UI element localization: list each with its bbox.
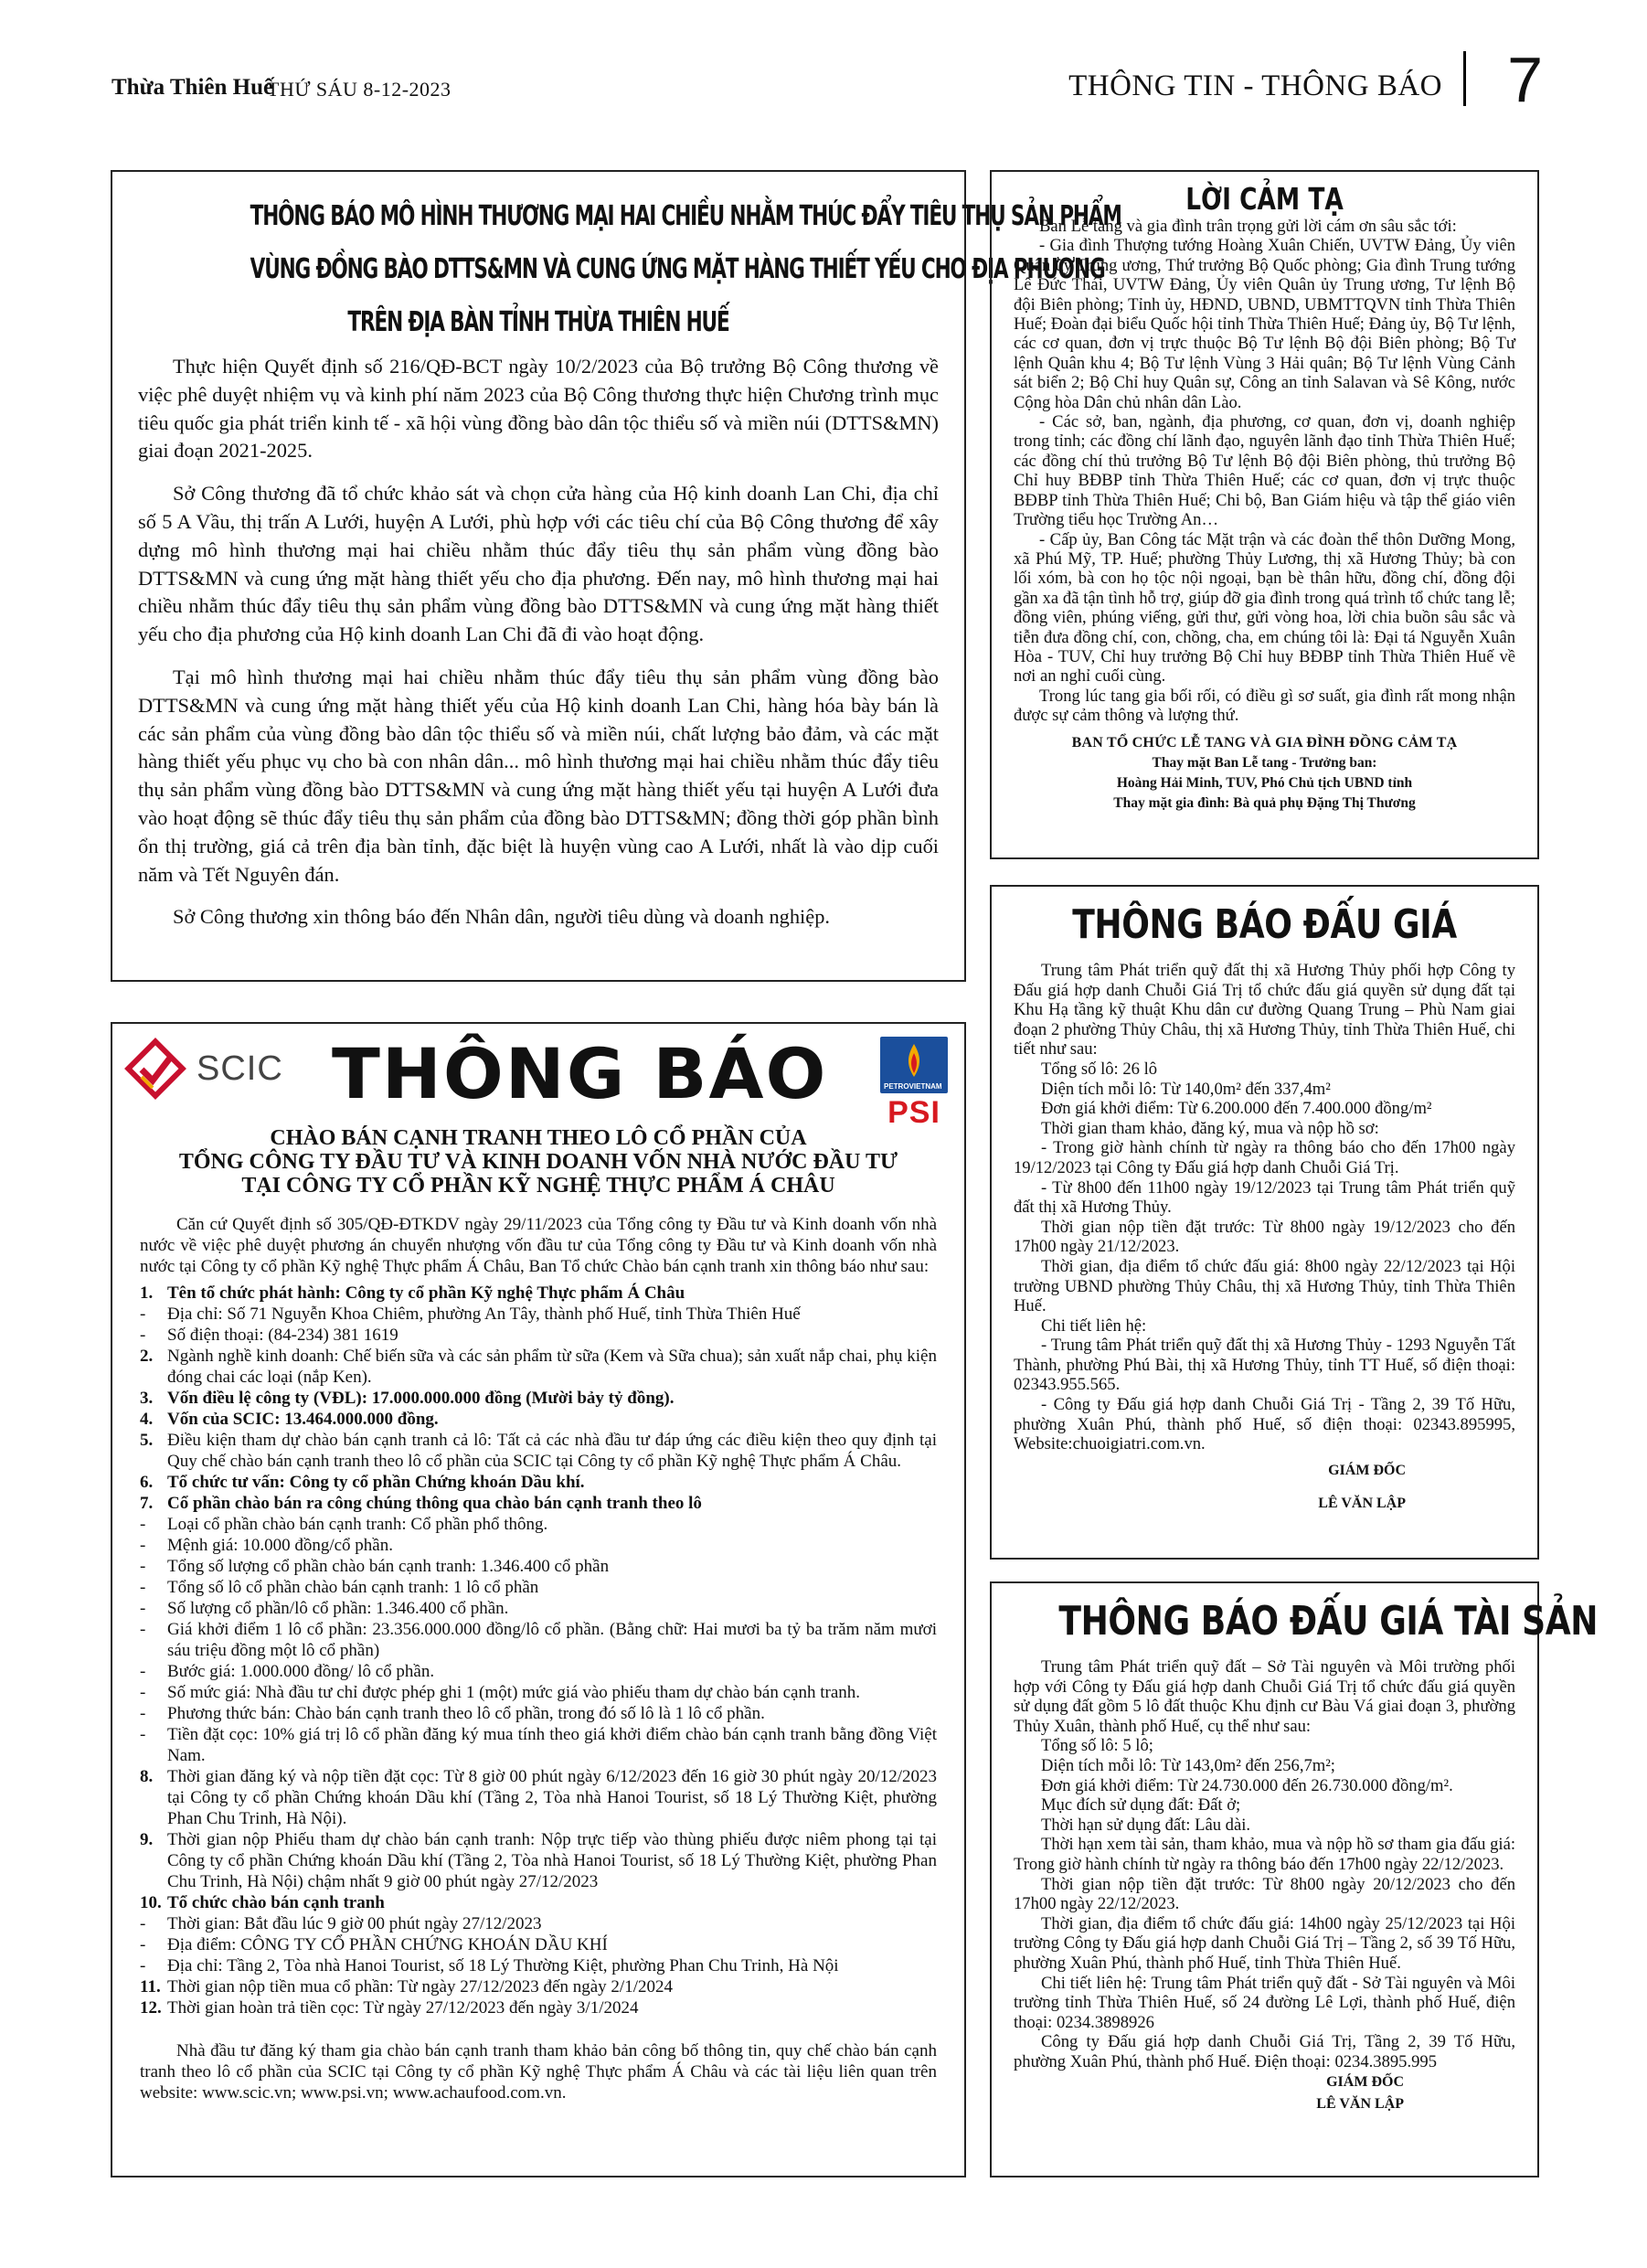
thanks-signature-line: BAN TỔ CHỨC LỄ TANG VÀ GIA ĐÌNH ĐỒNG CẢM TẠ [1071,734,1458,751]
auction-line: Trung tâm Phát triển quỹ đất thị xã Hương Thủy phối hợp Công ty Đấu giá hợp danh Chuỗi Giá Trị tổ chức đấu giá quyền sử dụng đất tại Khu Hạ tầng kỹ thuật Khu dân cư đường Quang Trung – Phù Nam giai đoạn 2 phường Thủy Châu, thị xã Hương Thủy, tỉnh Thừa Thiên Huế, chi tiết như sau: [1014,961,1515,1059]
auction-line: - Công ty Đấu giá hợp danh Chuỗi Giá Trị - Tầng 2, 39 Tố Hữu, phường Xuân Phú, thành phố Huế, số điện thoại: 02343.895995, Website:chuoigiatri.com.vn. [1014,1395,1515,1454]
asset-auction-line: Chi tiết liên hệ: Trung tâm Phát triển quỹ đất - Sở Tài nguyên và Môi trường tỉnh Thừa Thiên Huế, số 24 đường Lê Lợi, thành phố Huế, điện thoại: 0234.3898926 [1014,1973,1515,2032]
offering-title: THÔNG BÁO [332,1033,828,1114]
offering-item [140,1472,937,1493]
offering-item-number: - [140,1956,146,1975]
offering-item [140,1682,937,1703]
asset-auction-line: Thời hạn sử dụng đất: Lâu dài. [1041,1815,1251,1835]
offering-item [140,1577,937,1598]
issue-date: THỨ SÁU 8-12-2023 [267,78,452,101]
offering-item-text: Giá khởi điểm 1 lô cổ phần: 23.356.000.000 đồng/lô cổ phần. (Bằng chữ: Hai mươi ba tỷ ba trăm năm mươi sáu triệu đồng một lô cổ phần) [167,1620,937,1660]
asset-auction-body [1014,1657,1515,2071]
notice-scic-share-offering [111,1022,966,2177]
offering-item-text: Số mức giá: Nhà đầu tư chỉ được phép ghi 1 (một) mức giá vào phiếu tham dự chào bán cạnh tranh. [167,1683,861,1702]
offering-item-text: Loại cổ phần chào bán cạnh tranh: Cổ phần phổ thông. [167,1515,548,1534]
offering-item-text: Địa chỉ: Số 71 Nguyễn Khoa Chiêm, phường An Tây, thành phố Huế, tỉnh Thừa Thiên Huế [167,1304,801,1324]
offering-item-text: Tổ chức chào bán cạnh tranh [167,1893,385,1912]
offering-item [140,1829,937,1892]
auction-body [1014,961,1515,1454]
notice-auction [990,885,1539,1560]
offering-item [140,1724,937,1766]
offering-item-text: Tiền đặt cọc: 10% giá trị lô cổ phần đăng ký mua tính theo giá khởi điểm chào bán cạnh tranh bằng đồng Việt Nam. [167,1725,937,1765]
offering-item-number: - [140,1304,146,1324]
offering-item-text: Ngành nghề kinh doanh: Chế biến sữa và các sản phẩm từ sữa (Kem và Sữa chua); sản xuất nắp chai, phụ kiện đóng chai các loại (nắp Ken). [167,1347,937,1387]
offering-item-number: 3. [140,1389,154,1408]
offering-item-number: - [140,1557,146,1576]
notice-title-line: TRÊN ĐỊA BÀN TỈNH THỪA THIÊN HUẾ [347,306,729,338]
offering-item-text: Phương thức bán: Chào bán cạnh tranh theo lô cổ phần, trong đó số lô là 1 lô cổ phần. [167,1704,765,1723]
auction-signature [1014,1454,1515,1520]
asset-auction-line: Đơn giá khởi điểm: Từ 24.730.000 đến 26.730.000 đồng/m². [1041,1775,1453,1795]
offering-item-text: Thời gian: Bắt đầu lúc 9 giờ 00 phút ngày 27/12/2023 [167,1914,542,1933]
offering-item-text: Điều kiện tham dự chào bán cạnh tranh cả lô: Tất cả các nhà đầu tư đáp ứng các điều kiện theo quy định tại Quy chế chào bán cạnh tranh theo lô cổ phần của SCIC tại Công ty cổ phần Kỹ nghệ Thực phẩm Á Châu. [167,1431,937,1471]
asset-auction-line: Mục đích sử dụng đất: Đất ở; [1041,1795,1241,1815]
thanks-paragraph: - Cấp ủy, Ban Công tác Mặt trận và các đoàn thể thôn Dưỡng Mong, xã Phú Mỹ, TP. Huế; phường Thủy Lương, thị xã Hương Thủy; bà con lối xóm, bà con họ tộc nội ngoại, bạn bè thân hữu, đồng chí, đồng đội gần xa đã tận tình hỗ trợ, giúp đỡ gia đình trong quá trình tổ chức tang lễ; đồng viên, phúng viếng, gửi thư, gửi vòng hoa, lời chia buồn sâu sắc và tiễn đưa đồng chí, con, chồng, cha, em chúng tôi là: Đại tá Nguyễn Xuân Hòa - TUV, Chỉ huy trưởng Bộ Chỉ huy BĐBP tỉnh Thừa Thiên Huế về nơi an nghỉ cuối cùng. [1014,529,1515,687]
thanks-paragraph: Ban Lễ tang và gia đình trân trọng gửi lời cám ơn sâu sắc tới: [1039,217,1457,236]
asset-auction-line: Tổng số lô: 5 lô; [1041,1736,1153,1756]
thanks-signature-line: Thay mặt gia đình: Bà quả phụ Đặng Thị Thương [1113,794,1416,811]
page-number: 7 [1507,44,1543,115]
thanks-paragraph: - Các sở, ban, ngành, địa phương, cơ quan, đơn vị, doanh nghiệp trong tỉnh; các đồng chí lãnh đạo, nguyên lãnh đạo tỉnh Thừa Thiên Huế; các đồng chí thủ trưởng Bộ Tư lệnh Bộ đội Biên phòng, thủ trưởng Bộ Chỉ huy BĐBP tỉnh Thừa Thiên Huế; các cơ quan, đơn vị trực thuộc BĐBP tỉnh Thừa Thiên Huế; Chi bộ, Ban Giám hiệu và tập thể giáo viên Trường tiểu học Trường An… [1014,412,1515,530]
auction-signature-name: LÊ VĂN LẬP [1318,1495,1406,1511]
newspaper-name: Thừa Thiên Huế [112,75,274,100]
offering-item-text: Thời gian hoàn trả tiền cọc: Từ ngày 27/12/2023 đến ngày 3/1/2024 [167,1998,639,2018]
petrovietnam-label: PETROVIETNAM [884,1082,942,1091]
offering-item [140,1409,937,1430]
masthead [112,44,1543,115]
auction-line: Thời gian, địa điểm tổ chức đấu giá: 8h00 ngày 22/12/2023 tại Hội trường UBND phường Thủy Châu, thị xã Hương Thủy, tỉnh Thừa Thiên Huế. [1014,1256,1515,1316]
offering-item [140,1535,937,1556]
offering-item-text: Số lượng cổ phần/lô cổ phần: 1.346.400 cổ phần. [167,1599,509,1618]
offering-item-number: - [140,1683,146,1702]
offering-item-number: 9. [140,1830,154,1849]
offering-item-number: 7. [140,1494,154,1513]
offering-item-number: - [140,1704,146,1723]
asset-auction-line: Diện tích mỗi lô: Từ 143,0m² đến 256,7m²; [1041,1755,1335,1775]
offering-item-text: Mệnh giá: 10.000 đồng/cổ phần. [167,1536,393,1555]
auction-line: Thời gian tham khảo, đăng ký, mua và nộp hồ sơ: [1041,1118,1379,1138]
auction-line: Thời gian nộp tiền đặt trước: Từ 8h00 ngày 19/12/2023 cho đến 17h00 ngày 21/12/2023. [1014,1217,1515,1257]
psi-logo-text: PSI [887,1095,940,1130]
offering-item [140,1493,937,1514]
thanks-signature-line: Thay mặt Ban Lễ tang - Trưởng ban: [1152,754,1377,771]
offering-item-number: - [140,1599,146,1618]
asset-auction-signature [1014,2071,1515,2115]
notice-paragraph: Sở Công thương đã tổ chức khảo sát và chọn cửa hàng của Hộ kinh doanh Lan Chi, địa chỉ số 5 A Vầu, thị trấn A Lưới, huyện A Lưới, phù hợp với các tiêu chí của Bộ Công thương để xây dựng mô hình thương mại hai chiều nhằm thúc đẩy tiêu thụ sản phẩm vùng đồng bào DTTS&MN và cung ứng mặt hàng thiết yếu cho địa phương. Đến nay, mô hình thương mại hai chiều nhằm thúc đẩy tiêu thụ sản phẩm vùng đồng bào DTTS&MN và cung ứng mặt hàng thiết yếu cho địa phương của Hộ kinh doanh Lan Chi đã đi vào hoạt động. [138,482,939,646]
scic-logo-text: SCIC [197,1049,283,1088]
auction-title: THÔNG BÁO ĐẤU GIÁ [1072,901,1457,948]
offering-item-number: 11. [140,1977,161,1996]
masthead-divider [1463,51,1466,106]
offering-item-number: - [140,1620,146,1639]
offering-item-text: Cổ phần chào bán ra công chúng thông qua chào bán cạnh tranh theo lô [167,1494,702,1513]
offering-item-number: 12. [140,1998,162,2018]
offering-item-text: Thời gian nộp tiền mua cổ phần: Từ ngày 27/12/2023 đến ngày 2/1/2024 [167,1977,673,1996]
auction-line: Đơn giá khởi điểm: Từ 6.200.000 đến 7.400.000 đồng/m² [1041,1099,1432,1119]
notice-title-line: VÙNG ĐỒNG BÀO DTTS&MN VÀ CUNG ỨNG MẶT HÀNG THIẾT YẾU CHO ĐỊA PHƯƠNG [250,253,1105,285]
auction-line: Diện tích mỗi lô: Từ 140,0m² đến 337,4m² [1041,1079,1331,1099]
offering-items [140,1283,937,2018]
offering-item [140,1556,937,1577]
offering-item [140,1976,937,1997]
offering-item-number: 4. [140,1410,154,1429]
offering-item-number: 6. [140,1473,154,1492]
scic-logo-icon [123,1037,187,1101]
auction-line: - Từ 8h00 đến 11h00 ngày 19/12/2023 tại Trung tâm Phát triển quỹ đất thị xã Hương Thủy. [1014,1177,1515,1218]
notice-paragraph: Tại mô hình thương mại hai chiều nhằm thúc đẩy tiêu thụ sản phẩm vùng đồng bào DTTS&MN và cung ứng mặt hàng thiết yếu của Hộ kinh doanh Lan Chi, hàng hóa bày bán là các sản phẩm của vùng đồng bào dân tộc thiểu số và miền núi, chất lượng bảo đảm, và các mặt hàng thiết yếu phục vụ cho bà con nhân dân... mô hình thương mại hai chiều nhằm thúc đẩy tiêu thụ sản phẩm vùng đồng bào DTTS&MN và cung ứng mặt hàng thiết yếu tại huyện A Lưới đưa vào hoạt động sẽ thúc đẩy tiêu thụ sản phẩm của đồng bào DTTS&MN; đồng thời góp phần bình ổn thị trường, giá cả trên địa bàn tỉnh, đặc biệt là huyện vùng cao A Lưới, nhất là vào dịp cuối năm và Tết Nguyên đán. [138,665,939,886]
offering-item-text: Tổng số lô cổ phần chào bán cạnh tranh: 1 lô cổ phần [167,1578,539,1597]
section-title: THÔNG TIN - THÔNG BÁO [1068,69,1442,102]
offering-item [140,1955,937,1976]
offering-item-number: - [140,1914,146,1933]
offering-item-number: - [140,1725,146,1744]
thanks-paragraph: Trong lúc tang gia bối rối, có điều gì sơ suất, gia đình rất mong nhận được sự cảm thông và lượng thứ. [1014,686,1515,726]
thanks-signature [1014,733,1515,814]
offering-item [140,1430,937,1472]
offering-item [140,1514,937,1535]
offering-item-number: 1. [140,1283,154,1303]
offering-item [140,1283,937,1304]
asset-auction-line: Thời gian, địa điểm tổ chức đấu giá: 14h00 ngày 25/12/2023 tại Hội trường Công ty Đấu giá hợp danh Chuỗi Giá Trị – Tầng 2, số 39 Tố Hữu, phường Xuân Phú, thành phố Huế, tỉnh Thừa Thiên Huế. [1014,1913,1515,1973]
notice-two-way-trade-model [111,170,1121,982]
asset-auction-line: Thời hạn xem tài sản, tham khảo, mua và nộp hồ sơ tham gia đấu giá: Trong giờ hành chính từ ngày ra thông báo đến 17h00 ngày 22/12/2023. [1014,1835,1515,1874]
offering-item-number: 8. [140,1767,154,1786]
auction-signature-title: GIÁM ĐỐC [1328,1462,1406,1478]
asset-auction-line: Công ty Đấu giá hợp danh Chuỗi Giá Trị, Tầng 2, 39 Tố Hữu, phường Xuân Phú, thành phố Huế. Điện thoại: 0234.3895.995 [1014,2032,1515,2071]
offering-item [140,1997,937,2018]
thanks-signature-line: Hoàng Hải Minh, TUV, Phó Chủ tịch UBND tỉnh [1116,774,1413,791]
offering-item [140,1388,937,1409]
offering-item [140,1892,937,1913]
auction-line: Chi tiết liên hệ: [1041,1315,1147,1336]
auction-line: - Trung tâm Phát triển quỹ đất thị xã Hương Thủy - 1293 Nguyễn Tất Thành, phường Phú Bài, thị xã Hương Thủy, tỉnh TT Huế, số điện thoại: 02343.955.565. [1014,1336,1515,1395]
offering-item [140,1346,937,1388]
offering-item-number: - [140,1326,146,1345]
offering-item [140,1661,937,1682]
thanks-body [1014,217,1515,726]
thanks-paragraph: - Gia đình Thượng tướng Hoàng Xuân Chiến, UVTW Đảng, Ủy viên Quân ủy Trung ương, Thứ trưởng Bộ Quốc phòng; Gia đình Trung tướng Lê Đức Thái, UVTW Đảng, Ủy viên Quân ủy Trung ương, Tư lệnh Bộ đội Biên phòng; Tỉnh ủy, HĐND, UBND, UBMTTQVN tỉnh Thừa Thiên Huế; Đoàn đại biểu Quốc hội tỉnh Thừa Thiên Huế; Đảng ủy, Bộ Tư lệnh, các cơ quan, đơn vị trực thuộc Bộ Tư lệnh Bộ đội Biên phòng; Bộ Tư lệnh Quân khu 4; Bộ Tư lệnh Vùng 3 Hải quân; Bộ Tư lệnh Vùng Cảnh sát biển 2; Bộ Chỉ huy Quân sự, Công an tỉnh Salavan và Sê Kông, nước Cộng hòa Dân chủ nhân dân Lào. [1014,236,1515,412]
scic-logo [123,1037,297,1101]
offering-item-text: Tổ chức tư vấn: Công ty cổ phần Chứng khoán Dầu khí. [167,1473,585,1492]
offering-item-text: Địa chỉ: Tầng 2, Tòa nhà Hanoi Tourist, số 18 Lý Thường Kiệt, phường Phan Chu Trinh, Hà Nội [167,1956,839,1975]
offering-item-text: Thời gian đăng ký và nộp tiền đặt cọc: Từ 8 giờ 00 phút ngày 6/12/2023 đến 16 giờ 30 phút ngày 20/12/2023 tại Công ty cổ phần Chứng khoán Dầu khí (Tầng 2, Tòa nhà Hanoi Tourist, số 18 Lý Thường Kiệt, phường Phan Chu Trinh, Hà Nội). [167,1767,937,1828]
offering-item-text: Vốn điều lệ công ty (VĐL): 17.000.000.000 đồng (Mười bảy tỷ đồng). [167,1389,675,1408]
auction-line: Tổng số lô: 26 lô [1041,1059,1158,1079]
thanks-title: LỜI CẢM TẠ [1185,181,1344,217]
offering-intro: Căn cứ Quyết định số 305/QĐ-ĐTKDV ngày 29/11/2023 của Tổng công ty Đầu tư và Kinh doanh vốn nhà nước về việc phê duyệt phương án chuyển nhượng vốn đầu tư của Tổng công ty Đầu tư và Kinh doanh vốn nhà nước tại Công ty cổ phần Kỹ nghệ Thực phẩm Á Châu, Ban Tổ chức Chào bán cạnh tranh xin thông báo như sau: [140,1215,937,1276]
notice-title [138,190,1121,349]
offering-item-text: Địa điểm: CÔNG TY CỔ PHẦN CHỨNG KHOÁN DẦU KHÍ [167,1935,608,1954]
petrovietnam-logo-icon [880,1037,948,1093]
offering-item [140,1913,937,1934]
offering-item-number: 10. [140,1893,162,1912]
offering-item-text: Thời gian nộp Phiếu tham dự chào bán cạnh tranh: Nộp trực tiếp vào thùng phiếu được niêm phong tại tại Công ty cổ phần Chứng khoán Dầu khí (Tầng 2, Tòa nhà Hanoi Tourist, số 18 Lý Thường Kiệt, phường Phan Chu Trinh, Hà Nội) chậm nhất 9 giờ 00 phút ngày 27/12/2023 [167,1830,937,1891]
offering-item [140,1619,937,1661]
offering-item [140,1934,937,1955]
notice-paragraph: Thực hiện Quyết định số 216/QĐ-BCT ngày 10/2/2023 của Bộ trưởng Bộ Công thương về việc phê duyệt nhiệm vụ và kinh phí năm 2023 của Bộ Công thương thực hiện Chương trình mục tiêu quốc gia phát triển kinh tế - xã hội vùng đồng bào dân tộc thiểu số và miền núi (DTTS&MN) giai đoạn 2021-2025. [138,355,939,463]
asset-auction-title: THÔNG BÁO ĐẤU GIÁ TÀI SẢN [1058,1598,1599,1645]
notice-thanks [990,170,1539,859]
offering-heading [112,1126,964,1198]
offering-outro: Nhà đầu tư đăng ký tham gia chào bán cạnh tranh tham khảo bản công bố thông tin, quy chế chào bán cạnh tranh theo lô cổ phần của SCIC tại Công ty cổ phần Kỹ nghệ Thực phẩm Á Châu và các tài liệu liên quan trên website: www.scic.vn; www.psi.vn; www.achaufood.com.vn. [140,2041,937,2103]
offering-item-text: Số điện thoại: (84-234) 381 1619 [167,1326,398,1345]
offering-heading-line: CHÀO BÁN CẠNH TRANH THEO LÔ CỔ PHẦN CỦA [270,1126,807,1150]
offering-item [140,1703,937,1724]
offering-item-number: - [140,1536,146,1555]
asset-auction-signature-name: LÊ VĂN LẬP [1316,2096,1404,2113]
offering-item-number: - [140,1515,146,1534]
notice-paragraph: Sở Công thương xin thông báo đến Nhân dân, người tiêu dùng và doanh nghiệp. [173,905,830,929]
offering-item [140,1766,937,1829]
notice-title-line: THÔNG BÁO MÔ HÌNH THƯƠNG MẠI HAI CHIỀU NHẰM THÚC ĐẨY TIÊU THỤ SẢN PHẨM [250,200,1121,232]
offering-item-number: - [140,1662,146,1681]
offering-item [140,1325,937,1346]
notice-asset-auction [990,1581,1599,2177]
offering-body [140,1214,937,2103]
asset-auction-signature-title: GIÁM ĐỐC [1326,2074,1404,2091]
offering-item-number: - [140,1578,146,1597]
offering-item-number: 5. [140,1431,154,1450]
offering-item-number: - [140,1935,146,1954]
offering-heading-line: TẠI CÔNG TY CỔ PHẦN KỸ NGHỆ THỰC PHẨM Á CHÂU [241,1174,835,1198]
offering-item-text: Bước giá: 1.000.000 đồng/ lô cổ phần. [167,1662,435,1681]
asset-auction-line: Thời gian nộp tiền đặt trước: Từ 8h00 ngày 20/12/2023 cho đến 17h00 ngày 22/12/2023. [1014,1874,1515,1914]
offering-item-text: Vốn của SCIC: 13.464.000.000 đồng. [167,1410,439,1429]
asset-auction-line: Trung tâm Phát triển quỹ đất – Sở Tài nguyên và Môi trường phối hợp với Công ty Đấu giá hợp danh Chuỗi Giá Trị tổ chức đấu giá quyền sử dụng đất gồm 5 lô đất thuộc Khu định cư Bàu Vá giai đoạn 3, phường Thủy Xuân, thành phố Huế, cụ thể như sau: [1014,1657,1515,1736]
offering-item-text: Tên tổ chức phát hành: Công ty cổ phần Kỹ nghệ Thực phẩm Á Châu [167,1283,685,1303]
offering-heading-line: TỔNG CÔNG TY ĐẦU TƯ VÀ KINH DOANH VỐN NHÀ NƯỚC ĐẦU TƯ [178,1150,898,1174]
offering-item-number: 2. [140,1347,154,1366]
auction-line: - Trong giờ hành chính từ ngày ra thông báo cho đến 17h00 ngày 19/12/2023 tại Công ty Đấu giá hợp danh Chuỗi Giá Trị. [1014,1138,1515,1177]
offering-item-text: Tổng số lượng cổ phần chào bán cạnh tranh: 1.346.400 cổ phần [167,1557,610,1576]
offering-item [140,1598,937,1619]
offering-item [140,1304,937,1325]
